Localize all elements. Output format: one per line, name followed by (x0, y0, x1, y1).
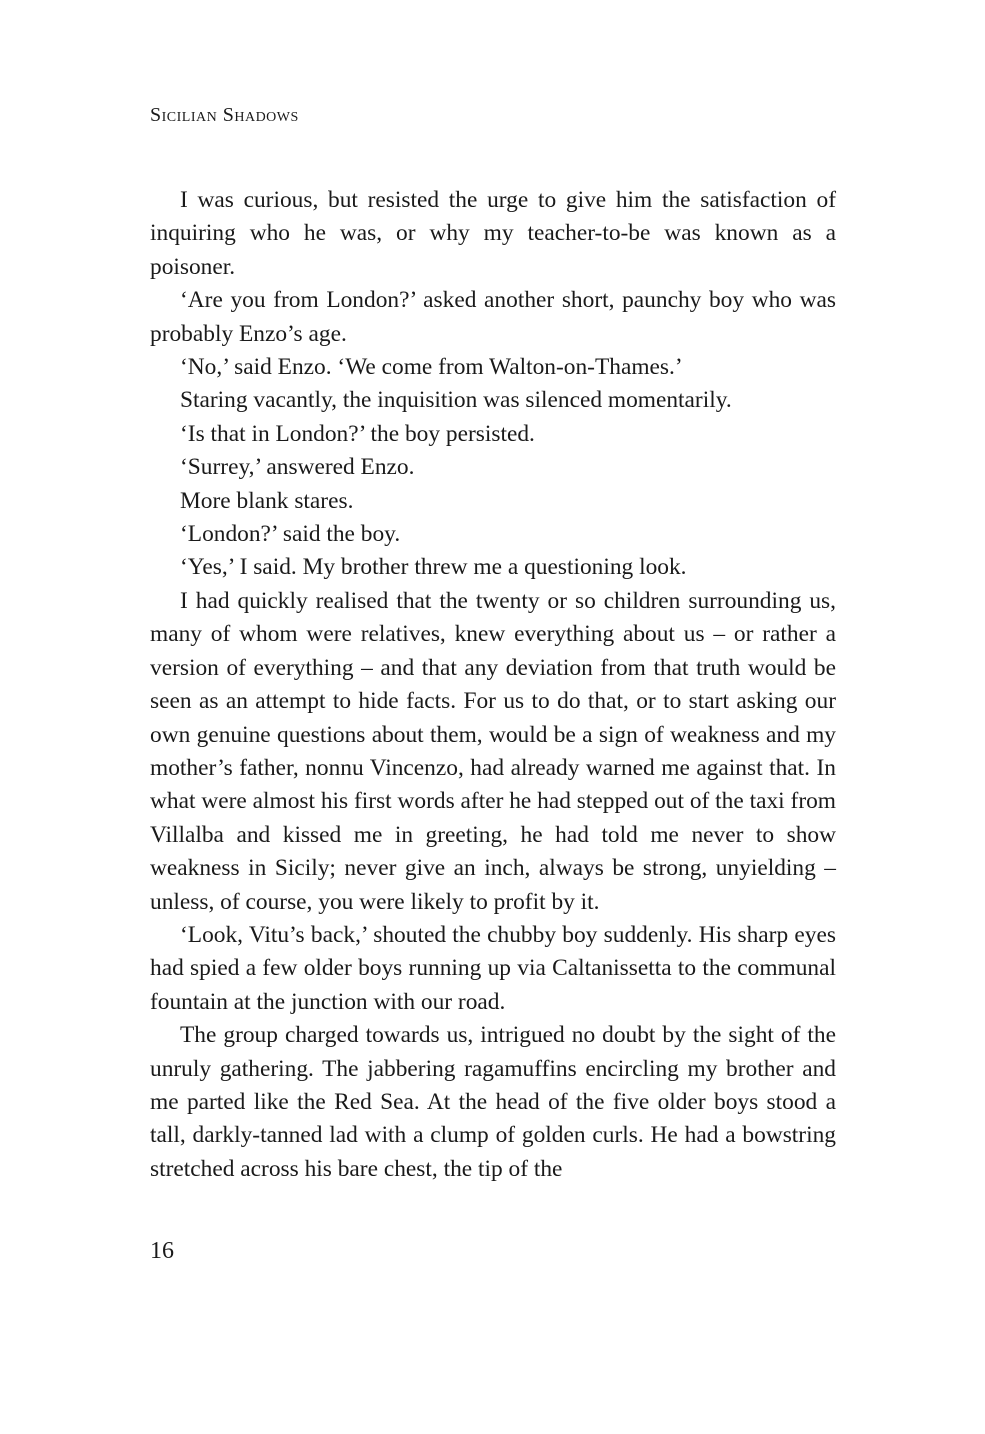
page-number: 16 (150, 1238, 174, 1264)
paragraph: The group charged towards us, intrigued no doubt by the sight of the unruly gathering. The jabbering ragamuffins encircling my brother and me parted like the Red Sea. At the head of the five older boys stood a tall, darkly-tanned lad with a clump of golden curls. He had a bowstring stretched across his bare chest, the tip of the (150, 1022, 836, 1182)
paragraph: ‘Is that in London?’ the boy persisted. (180, 420, 535, 447)
paragraph: I was curious, but resisted the urge to give him the satisfaction of inquiring who he was, or why my teacher-to-be was known as a poisoner. (150, 187, 836, 280)
paragraph: ‘Look, Vitu’s back,’ shouted the chubby boy suddenly. His sharp eyes had spied a few older boys running up via Caltanissetta to the communal fountain at the junction with our road. (150, 921, 836, 1015)
body-text (150, 184, 836, 1186)
running-head: Sicilian Shadows (150, 104, 299, 126)
paragraph: ‘London?’ said the boy. (180, 521, 401, 548)
paragraph: ‘Yes,’ I said. My brother threw me a questioning look. (180, 554, 687, 581)
paragraph: Staring vacantly, the inquisition was silenced momentarily. (180, 387, 732, 414)
paragraph: ‘Surrey,’ answered Enzo. (180, 454, 415, 481)
paragraph: ‘No,’ said Enzo. ‘We come from Walton-on-Thames.’ (180, 354, 683, 381)
paragraph: ‘Are you from London?’ asked another short, paunchy boy who was probably Enzo’s age. (150, 287, 836, 347)
paragraph: I had quickly realised that the twenty or so children surrounding us, many of whom were relatives, knew everything about us – or rather a version of everything – and that any deviation from that truth would be seen as an attempt to hide facts. For us to do that, or to start asking our own genuine questions about them, would be a sign of weakness and my mother’s father, nonnu Vincenzo, had already warned me against that. In what were almost his first words after he had stepped out of the taxi from Villalba and kissed me in greeting, he had told me never to show weakness in Sicily; never give an inch, always be strong, unyielding – unless, of course, you were likely to profit by it. (150, 587, 836, 915)
paragraph: More blank stares. (180, 487, 354, 514)
